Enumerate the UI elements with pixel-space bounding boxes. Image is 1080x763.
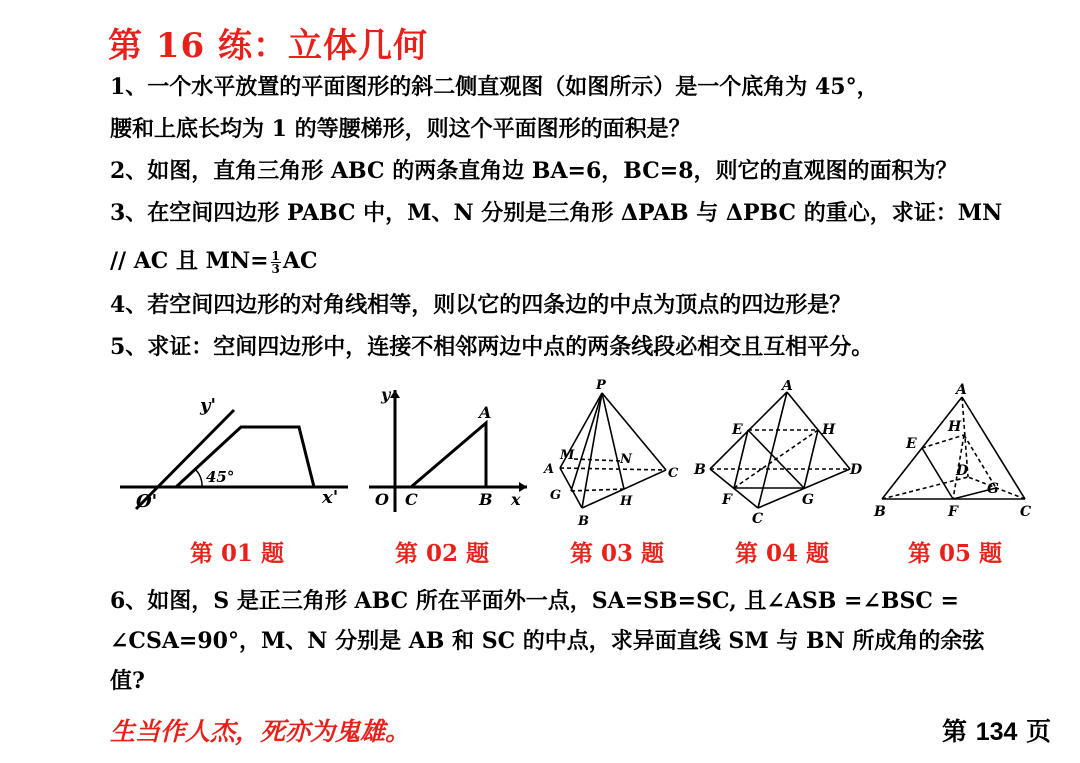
problem-4-line-1: 4、若空间四边形的对角线相等，则以它的四条边的中点为顶点的四边形是？ [110,292,852,318]
figure-03-tetrahedron [540,375,685,530]
origin-label: O [375,490,389,509]
point-c-label: C [752,511,764,525]
figure-04-caption: 第 04 题 [735,540,830,567]
problem-6-line-3: 值? [110,668,145,694]
problem-1-line-1: 1、一个水平放置的平面图形的斜二侧直观图（如图所示）是一个底角为 45°， [110,74,879,100]
fraction-denominator: 3 [271,261,280,276]
problem-3-line-2-suffix: AC [282,248,318,274]
figure-02-right-triangle [355,380,540,525]
fraction-numerator: 1 [271,248,280,263]
problem-3-line-2-prefix: // AC 且 MN= [110,248,269,274]
point-g-label: G [550,488,562,503]
origin-label: O' [136,491,158,512]
page-number-suffix: 页 [1026,717,1052,746]
figure-05-caption: 第 05 题 [908,540,1003,567]
triangle-abc [411,423,486,487]
point-c-label: C [1020,504,1032,520]
point-h-label: H [620,494,633,509]
point-b-label: B [874,504,886,520]
point-f-label: F [948,504,958,520]
one-third-fraction [271,250,281,275]
angle-label: 45° [206,468,235,486]
point-n-label: N [620,452,632,467]
point-d-label: D [956,463,969,479]
motto: 生当作人杰，死亦为鬼雄。 [110,717,411,746]
page-number-value: 134 [975,718,1018,746]
problem-5-line-1: 5、求证：空间四边形中，连接不相邻两边中点的两条线段必相交且互相平分。 [110,334,874,360]
point-m-label: M [560,448,575,463]
point-b-label: B [694,462,706,478]
angle-arc [195,469,202,487]
y-prime-label: y' [200,395,216,416]
page-number-prefix: 第 [942,717,968,746]
problem-3-line-2 [110,246,317,276]
y-axis-arrow [390,390,400,398]
point-a-label: A [479,403,492,422]
figure-05-tetrahedron-section [870,375,1045,530]
point-h-label: H [822,422,836,438]
trapezoid [176,427,314,487]
point-d-label: D [850,462,863,478]
point-b-label: B [578,514,589,529]
point-g-label: G [987,481,999,497]
figure-03-caption: 第 03 题 [570,540,665,567]
y-label: y [381,385,391,404]
point-g-label: G [802,492,814,508]
point-e-label: E [906,436,917,452]
point-f-label: F [722,492,732,508]
point-p-label: P [596,378,606,393]
point-a-label: A [956,382,967,398]
point-e-label: E [732,422,743,438]
point-a-label: A [544,462,555,477]
point-h-label: H [948,419,962,435]
figure-01-oblique-trapezoid [116,385,356,520]
point-a-label: A [782,380,793,394]
point-c-label: C [405,490,418,509]
x-label: x [511,490,521,509]
figure-01-caption: 第 01 题 [190,540,285,567]
problem-1-line-2: 腰和上底长均为 1 的等腰梯形，则这个平面图形的面积是？ [110,116,691,142]
point-c-label: C [668,466,679,481]
problem-6-line-2: ∠CSA=90°，M、N 分别是 AB 和 SC 的中点，求异面直线 SM 与 BN 所成角的余弦 [110,628,985,654]
page-number [942,712,1051,748]
figure-02-caption: 第 02 题 [395,540,490,567]
figure-04-tetrahedron-midpoints [690,380,865,525]
problem-6-line-1: 6、如图，S 是正三角形 ABC 所在平面外一点，SA=SB=SC, 且∠ASB =∠BSC = [110,588,959,614]
problem-2-line-1: 2、如图，直角三角形 ABC 的两条直角边 BA=6，BC=8，则它的直观图的面积为？ [110,158,958,184]
point-b-label: B [479,490,493,509]
problem-3-line-1: 3、在空间四边形 PABC 中，M、N 分别是三角形 ΔPAB 与 ΔPBC 的重心，求证：MN [110,200,1003,226]
x-prime-label: x' [322,487,339,508]
page-title: 第 16 练：立体几何 [108,26,428,66]
